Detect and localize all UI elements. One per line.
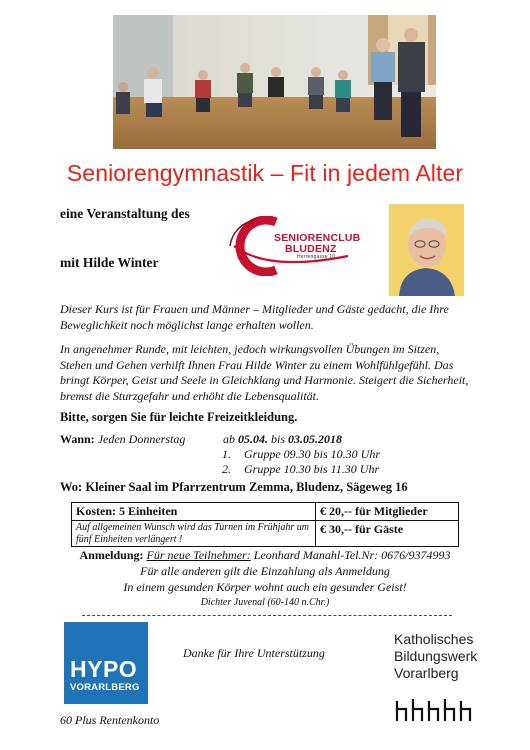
group-number: 1. bbox=[222, 447, 231, 461]
page-title: Seniorengymnastik – Fit in jedem Alter bbox=[66, 160, 464, 186]
group-text: Gruppe 09.30 bis 10.30 Uhr bbox=[244, 447, 381, 461]
kbw-logo-text bbox=[394, 631, 477, 682]
instructor-portrait bbox=[389, 204, 464, 296]
price-note: Auf allgemeinen Wunsch wird das Turnen im Frühjahr um fünf Einheiten verlängert ! bbox=[72, 521, 316, 547]
group-text: Gruppe 10.30 bis 11.30 Uhr bbox=[244, 462, 380, 476]
when-line bbox=[60, 432, 185, 447]
price-members: € 20,-- für Mitglieder bbox=[316, 503, 459, 521]
price-guests: € 30,-- für Gäste bbox=[316, 521, 459, 547]
clothing-hint: Bitte, sorgen Sie für leichte Freizeitkleidung. bbox=[60, 410, 298, 424]
table-row bbox=[72, 521, 459, 547]
to-label: bis bbox=[271, 432, 286, 446]
kbw-line2: Bildungswerk bbox=[394, 648, 478, 664]
group-item bbox=[220, 447, 380, 462]
hypo-logo bbox=[64, 622, 148, 704]
chairs-icon bbox=[394, 697, 474, 723]
group-photo bbox=[113, 15, 436, 149]
when-dates bbox=[223, 432, 342, 447]
host-line: mit Hilde Winter bbox=[60, 255, 159, 270]
quote: In einem gesunden Körper wohnt auch ein gesunder Geist! bbox=[123, 580, 407, 594]
group-item bbox=[220, 462, 380, 477]
intro-paragraph: Dieser Kurs ist für Frauen und Männer – Mitglieder und Gäste gedacht, die Ihre Beweglichkeit noch möglichst lange erhalten wollen. bbox=[60, 302, 449, 332]
dashed-divider bbox=[82, 615, 452, 616]
logo-address: Herrengasse 10 bbox=[297, 254, 336, 260]
thanks-text: Danke für Ihre Unterstützung bbox=[183, 646, 325, 660]
group-times bbox=[220, 447, 380, 477]
from-label: ab bbox=[223, 432, 235, 446]
new-participants: Für neue Teilnehmer: bbox=[146, 548, 251, 562]
seniorenclub-logo bbox=[228, 216, 378, 276]
price-table bbox=[71, 502, 459, 547]
table-row bbox=[72, 503, 459, 521]
when-day: Jeden Donnerstag bbox=[97, 432, 186, 446]
hypo-name: HYPO bbox=[70, 656, 138, 682]
when-label: Wann: bbox=[60, 432, 95, 446]
logo-name-line1: SENIORENCLUB bbox=[274, 232, 361, 244]
kbw-line1: Katholisches bbox=[394, 631, 474, 647]
logo-name-line2: BLUDENZ bbox=[285, 242, 337, 255]
registration-contact: Leonhard Manahl-Tel.Nr: 0676/9374993 bbox=[250, 548, 451, 562]
sponsor-caption: 60 Plus Rentenkonto bbox=[60, 713, 160, 727]
price-units: Kosten: 5 Einheiten bbox=[72, 503, 316, 521]
description-paragraph: In angenehmer Runde, mit leichten, jedoch wirkungsvollen Übungen im Sitzen, Stehen und Gehen verhilft Ihnen Frau Hilde Winter zu einem Wohlfühlgefühl. Das bringt Körper, Geist und Seele in Gleichklang und Harmonie. Steigert die Sicherheit, bremst die Sturzgefahr und erhöht die Lebensqualität. bbox=[60, 342, 469, 403]
hypo-region: VORARLBERG bbox=[70, 682, 140, 693]
where-line: Wo: Kleiner Saal im Pfarrzentrum Zemma, Bludenz, Sägeweg 16 bbox=[60, 480, 408, 494]
organizer-line: eine Veranstaltung des bbox=[60, 206, 190, 221]
registration-payment-note: Für alle anderen gilt die Einzahlung als Anmeldung bbox=[140, 564, 390, 578]
registration-label: Anmeldung: bbox=[79, 548, 144, 562]
date-from: 05.04. bbox=[238, 432, 268, 446]
group-number: 2. bbox=[222, 462, 231, 476]
registration-line bbox=[0, 548, 530, 563]
kbw-line3: Vorarlberg bbox=[394, 665, 459, 681]
date-to: 03.05.2018 bbox=[288, 432, 343, 446]
quote-author: Dichter Juvenal (60-140 n.Chr.) bbox=[200, 597, 330, 608]
